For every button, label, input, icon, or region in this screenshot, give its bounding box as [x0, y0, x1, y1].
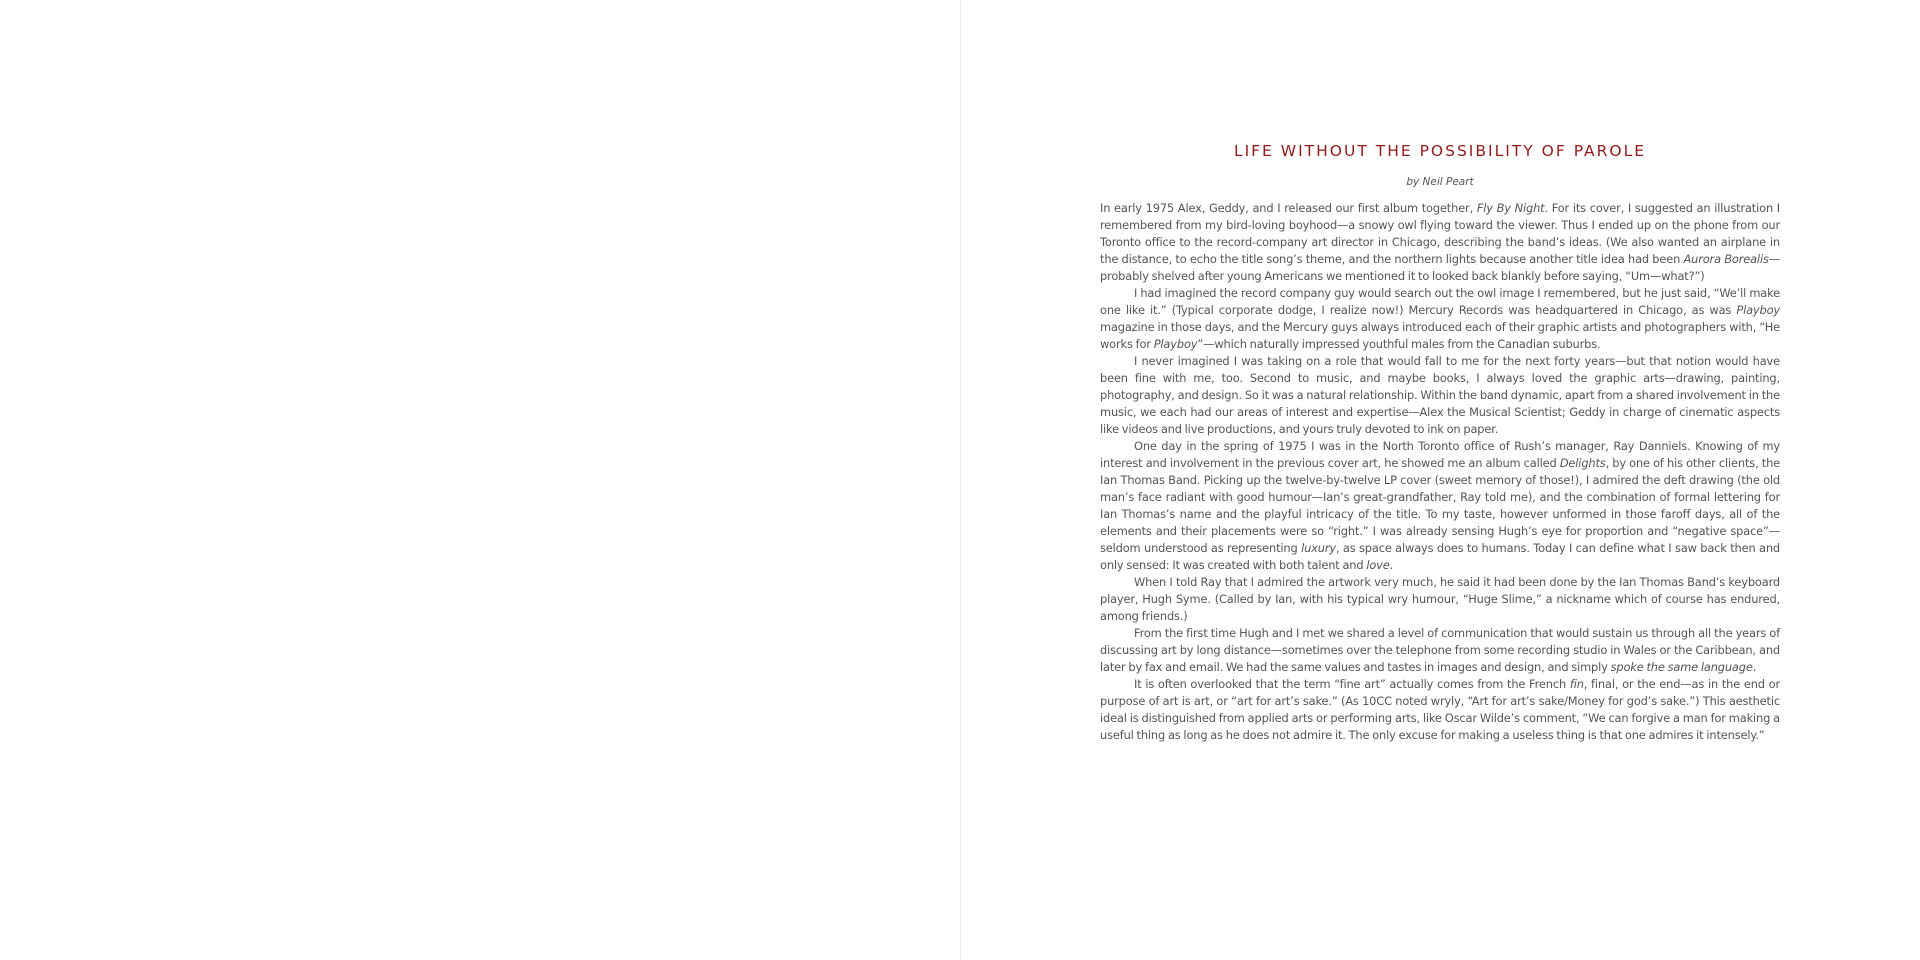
paragraph: [1100, 285, 1780, 353]
paragraph: [1100, 353, 1780, 438]
paragraph: [1100, 438, 1780, 574]
text-run: ”—which naturally impressed youthful males from the Canadian suburbs.: [1197, 337, 1601, 351]
italic-text: love: [1366, 558, 1390, 572]
article-byline: by Neil Peart: [1406, 176, 1474, 188]
italic-text: luxury: [1301, 541, 1336, 555]
text-run: .: [1389, 558, 1394, 572]
text-run: From the first time Hugh and I met we shared a level of communication that would sustain us through all the years of discussing art by long distance—sometimes over the telephone from some recording studio in Wales or the Caribbean, and later by fax and email. We had the same values and tastes in images and design, and simply: [1100, 626, 1780, 674]
text-run: magazine in those days, and the Mercury guys always introduced each of their graphic artists and photographers with, “He works for: [1100, 320, 1780, 351]
article-body: [1100, 200, 1780, 744]
italic-text: Aurora Borealis: [1683, 252, 1769, 266]
text-run: , as space always does to humans. Today I can define what I saw back then and only sensed: It was created with both talent and: [1100, 541, 1780, 572]
paragraph: [1100, 200, 1780, 285]
italic-text: fin: [1569, 677, 1584, 691]
text-run: —probably shelved after young Americans we mentioned it to looked back blankly before saying, “Um—what?”): [1100, 252, 1780, 283]
paragraph: [1100, 574, 1780, 625]
text-run: I had imagined the record company guy would search out the owl image I remembered, but he just said, “We’ll make one like it.” (Typical corporate dodge, I realize now!) Mercury Records was headquartered in Chicago, as was: [1100, 286, 1780, 317]
text-run: I never imagined I was taking on a role that would fall to me for the next forty years—but that notion would have been fine with me, too. Second to music, and maybe books, I always loved the graphic arts—drawing, painting, photography, and design. So it was a natural relationship. Within the band dynamic, apart from a shared involvement in the music, we each had our areas of interest and expertise—Alex the Musical Scientist; Geddy in charge of cinematic aspects like videos and live productions, and yours truly devoted to ink on paper.: [1100, 354, 1780, 436]
text-run: , final, or the end—as in the end or purpose of art is art, or “art for art’s sake.” (As 10CC noted wryly, “Art for art’s sake/Money for god’s sake.”) This aesthetic ideal is distinguished from applied arts or performing arts, like Oscar Wilde’s comment, “We can forgive a man for making a useful thing as long as he does not admire it. The only excuse for making a useless thing is that one admires it intensely.”: [1100, 677, 1781, 742]
paragraph: [1100, 625, 1780, 676]
italic-text: Fly By Night: [1476, 201, 1545, 215]
text-run: When I told Ray that I admired the artwork very much, he said it had been done by the Ian Thomas Band’s keyboard player, Hugh Syme. (Called by Ian, with his typical wry humour, “Huge Slime,” a nickname which of course has endured, among friends.): [1100, 575, 1780, 623]
paragraph: [1100, 676, 1780, 744]
text-run: It is often overlooked that the term “fine art” actually comes from the French: [1134, 677, 1570, 691]
article-title: LIFE WITHOUT THE POSSIBILITY OF PAROLE: [1233, 142, 1647, 160]
article: [1100, 139, 1780, 744]
italic-text: Playboy: [1153, 337, 1198, 351]
text-run: One day in the spring of 1975 I was in the North Toronto office of Rush’s manager, Ray Danniels. Knowing of my interest and involvement in the previous cover art, he showed me an album called: [1100, 439, 1780, 470]
text-run: .: [1752, 660, 1757, 674]
italic-text: Playboy: [1736, 303, 1780, 317]
italic-text: Delights: [1559, 456, 1606, 470]
right-page: [961, 0, 1920, 960]
text-run: , by one of his other clients, the Ian Thomas Band. Picking up the twelve-by-twelve LP cover (sweet memory of those!), I admired the deft drawing (the old man’s face radiant with good humour—Ian’s great-grandfather, Ray told me), and the combination of formal lettering for Ian Thomas’s name and the playful intricacy of the title. To my taste, however unformed in those faroff days, all of the elements and their placements were so “right.” I was already sensing Hugh’s eye for proportion and “negative space”—seldom understood as representing: [1100, 456, 1781, 555]
italic-text: spoke the same language: [1610, 660, 1753, 674]
text-run: In early 1975 Alex, Geddy, and I released our first album together,: [1100, 201, 1477, 215]
text-run: . For its cover, I suggested an illustration I remembered from my bird-loving boyhood—a snowy owl flying toward the viewer. Thus I ended up on the phone from our Toronto office to the record-company art director in Chicago, describing the band’s ideas. (We also wanted an airplane in the distance, to echo the title song’s theme, and the northern lights because another title idea had been: [1100, 201, 1780, 266]
